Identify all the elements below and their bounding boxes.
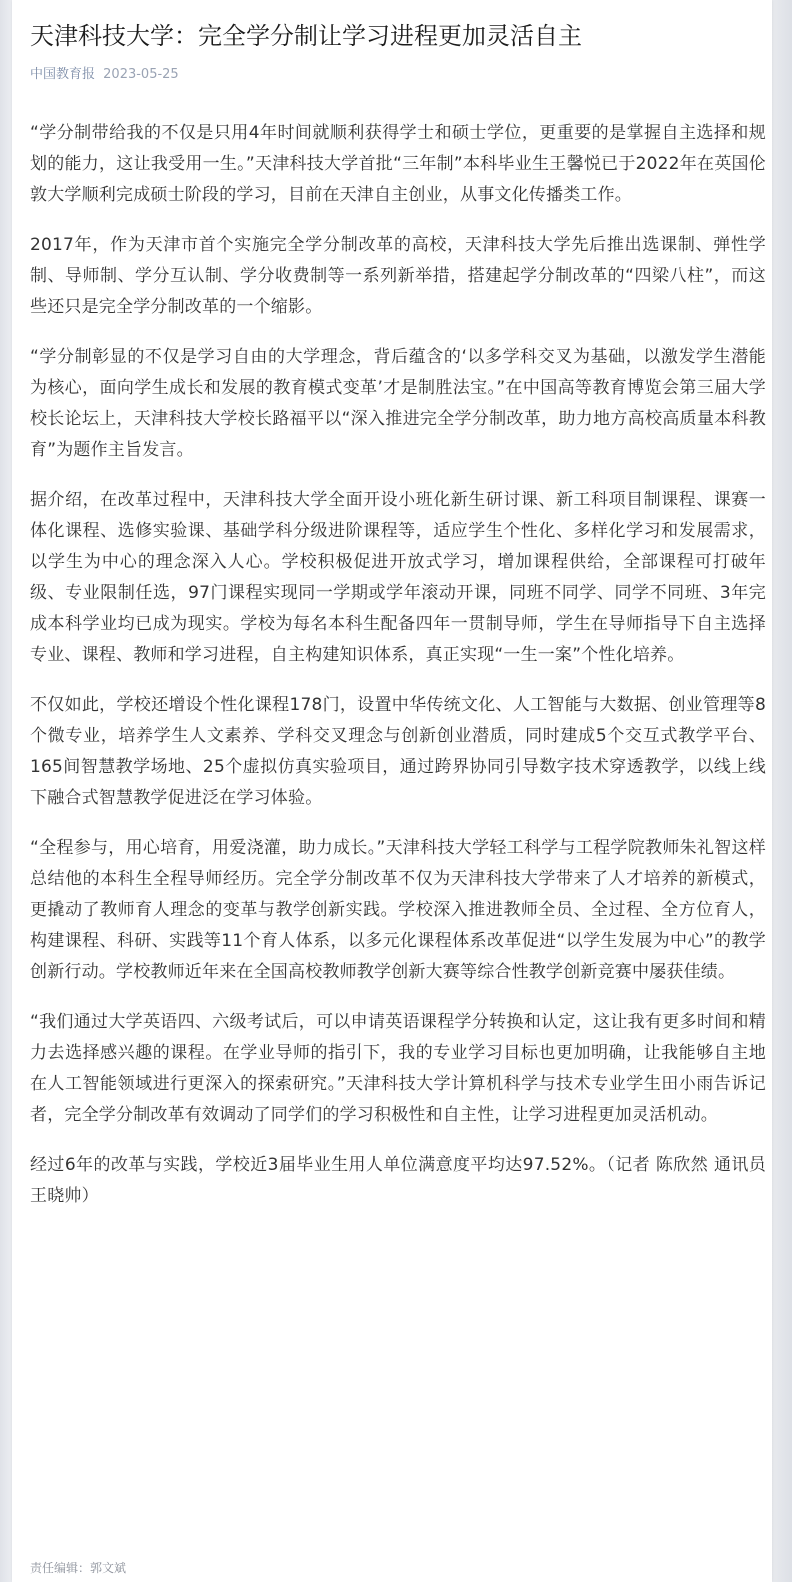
article-card	[12, 0, 772, 1582]
article-paragraph: 不仅如此，学校还增设个性化课程178门，设置中华传统文化、人工智能与大数据、创业管理等8个微专业，培养学生人文素养、学科交叉理念与创新创业潜质，同时建成5个交互式教学平台、165间智慧教学场地、25个虚拟仿真实验项目，通过跨界协同引导数字技术穿透教学，以线上线下融合式智慧教学促进泛在学习体验。	[30, 695, 766, 808]
article-date: 2023-05-25	[103, 67, 179, 82]
article-paragraph: “全程参与，用心培育，用爱浇灌，助力成长。”天津科技大学轻工科学与工程学院教师朱礼智这样总结他的本科生全程导师经历。完全学分制改革不仅为天津科技大学带来了人才培养的新模式，更撬动了教师育人理念的变革与教学创新实践。学校深入推进教师全员、全过程、全方位育人，构建课程、科研、实践等11个育人体系，以多元化课程体系改革促进“以学生发展为中心”的教学创新行动。学校教师近年来在全国高校教师教学创新大赛等综合性教学创新竞赛中屡获佳绩。	[30, 838, 766, 982]
article-body	[30, 118, 766, 1231]
article-paragraph: “学分制带给我的不仅是只用4年时间就顺利获得学士和硕士学位，更重要的是掌握自主选择和规划的能力，这让我受用一生。”天津科技大学首批“三年制”本科毕业生王馨悦已于2022年在英国伦敦大学顺利完成硕士阶段的学习，目前在天津自主创业，从事文化传播类工作。	[30, 123, 766, 205]
page-left-margin	[0, 0, 12, 1582]
article-paragraph: 经过6年的改革与实践，学校近3届毕业生用人单位满意度平均达97.52%。（记者 陈欣然 通讯员王晓帅）	[30, 1155, 766, 1206]
article-editor: 责任编辑：郭文斌	[30, 1561, 127, 1575]
article-paragraph: “学分制彰显的不仅是学习自由的大学理念，背后蕴含的‘以多学科交叉为基础，以激发学生潜能为核心，面向学生成长和发展的教育模式变革’才是制胜法宝。”在中国高等教育博览会第三届大学校长论坛上，天津科技大学校长路福平以“深入推进完全学分制改革，助力地方高校高质量本科教育”为题作主旨发言。	[30, 347, 766, 460]
page-scrollbar-gutter	[772, 0, 792, 1582]
article-paragraph: 2017年，作为天津市首个实施完全学分制改革的高校，天津科技大学先后推出选课制、弹性学制、导师制、学分互认制、学分收费制等一系列新举措，搭建起学分制改革的“四梁八柱”，而这些还只是完全学分制改革的一个缩影。	[30, 235, 766, 317]
article-paragraph: “我们通过大学英语四、六级考试后，可以申请英语课程学分转换和认定，这让我有更多时间和精力去选择感兴趣的课程。在学业导师的指引下，我的专业学习目标也更加明确，让我能够自主地在人工智能领域进行更深入的探索研究。”天津科技大学计算机科学与技术专业学生田小雨告诉记者，完全学分制改革有效调动了同学们的学习积极性和自主性，让学习进程更加灵活机动。	[30, 1012, 766, 1125]
article-title: 天津科技大学：完全学分制让学习进程更加灵活自主	[30, 22, 582, 50]
article-paragraph: 据介绍，在改革过程中，天津科技大学全面开设小班化新生研讨课、新工科项目制课程、课赛一体化课程、选修实验课、基础学科分级进阶课程等，适应学生个性化、多样化学习和发展需求，以学生为中心的理念深入人心。学校积极促进开放式学习，增加课程供给，全部课程可打破年级、专业限制任选，97门课程实现同一学期或学年滚动开课，同班不同学、同学不同班、3年完成本科学业均已成为现实。学校为每名本科生配备四年一贯制导师，学生在导师指导下自主选择专业、课程、教师和学习进程，自主构建知识体系，真正实现“一生一案”个性化培养。	[30, 490, 766, 665]
article-source-link[interactable]: 中国教育报	[30, 67, 96, 82]
article-meta	[30, 66, 179, 84]
